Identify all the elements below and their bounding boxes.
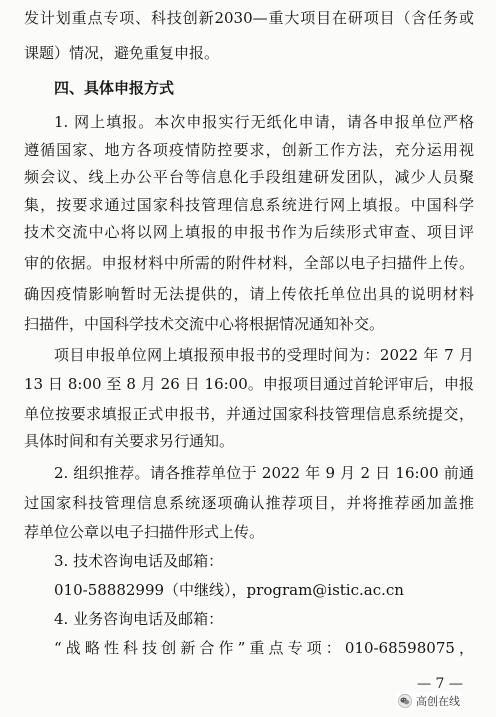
text-line: 项目申报单位网上填报预申报书的受理时间为：2022 年 7 月 — [54, 346, 474, 364]
text-line: 3. 技术咨询电话及邮箱： — [54, 552, 224, 570]
text-line: 发计划重点专项、科技创新2030—重大项目在研项目（含任务或 — [24, 9, 474, 27]
text-line: 集，按要求通过国家科技管理信息系统进行网上填报。中国科学 — [24, 196, 474, 214]
text-line: 遵循国家、地方各项疫情防控要求，创新工作方法，充分运用视 — [24, 141, 474, 159]
text-line: 过国家科技管理信息系统逐项确认推荐项目，并将推荐函加盖推 — [24, 494, 474, 512]
text-line: 课题）情况，避免重复申报。 — [24, 44, 220, 62]
contact-line: 010-58882999（中继线），program@istic.ac.cn — [54, 581, 404, 599]
watermark — [396, 692, 462, 710]
text-line: 具体时间和有关要求另行通知。 — [24, 432, 235, 450]
wechat-icon — [398, 694, 412, 708]
text-line: 13 日 8:00 至 8 月 26 日 16:00。申报项目通过首轮评审后，申报 — [24, 375, 474, 393]
text-line: 扫描件，中国科学技术交流中心将根据情况通知补交。 — [24, 315, 385, 333]
page-number: — 7 — — [417, 676, 463, 692]
text-line: 2. 组织推荐。请各推荐单位于 2022 年 9 月 2 日 16:00 前通 — [54, 464, 474, 482]
text-line: 4. 业务咨询电话及邮箱： — [54, 610, 224, 628]
text-line: 确因疫情影响暂时无法提供的，请上传依托单位出具的说明材料 — [24, 285, 474, 303]
text-line: 1. 网上填报。本次申报实行无纸化申请，请各申报单位严格 — [54, 113, 474, 131]
text-line: 审的依据。申报材料中所需的附件材料，全部以电子扫描件上传。 — [24, 254, 474, 272]
section-heading: 四、具体申报方式 — [54, 79, 175, 97]
text-line: 荐单位公章以电子扫描件形式上传。 — [24, 523, 265, 541]
text-line: 单位按要求填报正式申报书，并通过国家科技管理信息系统提交， — [24, 405, 474, 423]
text-line: 技术交流中心将以网上填报的申报书作为后续形式审查、项目评 — [24, 223, 474, 241]
contact-line: “战略性科技创新合作”重点专项：010-68598075， — [54, 639, 474, 657]
text-line: 频会议、线上办公平台等信息化手段组建研发团队，减少人员聚 — [24, 168, 474, 186]
watermark-text: 高创在线 — [416, 695, 460, 708]
